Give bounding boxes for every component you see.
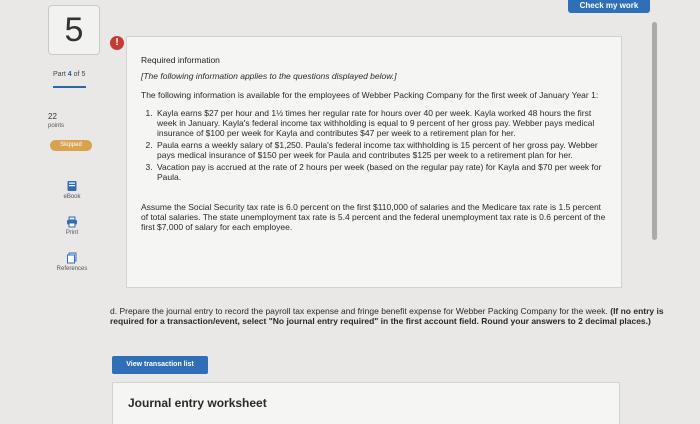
required-heading: Required information bbox=[141, 55, 220, 65]
question-number: 5 bbox=[48, 5, 100, 55]
tax-assumptions: Assume the Social Security tax rate is 6.0 percent on the first $110,000 of salaries and the Medicare tax rate is 1.5 percent of total salaries. The state unemployment tax rate is 5.4 percent and the federal unemployment tax rate is 0.6 percent of the first $7,000 of salary for each employee. bbox=[141, 202, 606, 232]
journal-entry-worksheet bbox=[112, 382, 620, 424]
ebook-icon[interactable] bbox=[66, 180, 78, 192]
list-item: 3. Vacation pay is accrued at the rate of 2 hours per week (based on the regular pay rate) for Kayla and $70 per week for Paula. bbox=[155, 162, 607, 182]
ebook-label[interactable]: eBook bbox=[63, 194, 81, 200]
part-indicator bbox=[53, 71, 85, 78]
part-current: 4 bbox=[67, 71, 72, 78]
info-note: [The following information applies to the questions displayed below.] bbox=[141, 71, 397, 81]
part-progress-bar bbox=[53, 86, 86, 88]
check-my-work-button[interactable]: Check my work bbox=[568, 0, 650, 13]
question-sidebar bbox=[0, 0, 100, 424]
info-intro: The following information is available for the employees of Webber Packing Company for the first week of January Year 1: bbox=[141, 90, 599, 100]
part-prefix: Part bbox=[53, 71, 66, 78]
required-information-panel bbox=[126, 36, 622, 288]
alert-icon: ! bbox=[110, 36, 124, 50]
list-item: 2. Paula earns a weekly salary of $1,250. Paula's federal income tax withholding is 15 percent of her gross pay. Webber pays medical insurance of $150 per week for Paula and contributes $125 per week to a retirement plan for her. bbox=[155, 140, 607, 160]
points-value: 22 bbox=[48, 112, 57, 121]
references-icon[interactable] bbox=[66, 252, 78, 264]
references-label[interactable]: References bbox=[56, 266, 88, 272]
list-item: 1. Kayla earns $27 per hour and 1½ times her regular rate for hours over 40 per week. Kayla worked 48 hours the first week in January. Kayla's federal income tax withholding is equal to 9 percent of her gross pay. Webber pays medical insurance of $100 per week for Kayla and contributes $47 per week to a retirement plan for her. bbox=[155, 108, 607, 138]
status-badge: Skipped bbox=[50, 140, 92, 151]
part-total: of 5 bbox=[73, 71, 86, 78]
question-prompt bbox=[110, 306, 670, 326]
view-transaction-list-button[interactable]: View transaction list bbox=[112, 356, 208, 374]
employee-list bbox=[141, 108, 607, 182]
question-text: d. Prepare the journal entry to record the payroll tax expense and fringe benefit expense for Webber Packing Company for the week. bbox=[110, 306, 608, 316]
print-icon[interactable] bbox=[66, 216, 78, 228]
points-label: points bbox=[48, 123, 65, 129]
question-instruction: (If no entry is required for a transaction/event, select "No journal entry required" in the first account field. Round your answers to 2 decimal places.) bbox=[110, 306, 664, 326]
print-label[interactable]: Print bbox=[65, 230, 79, 236]
scrollbar[interactable] bbox=[652, 22, 657, 240]
worksheet-title: Journal entry worksheet bbox=[128, 396, 267, 410]
